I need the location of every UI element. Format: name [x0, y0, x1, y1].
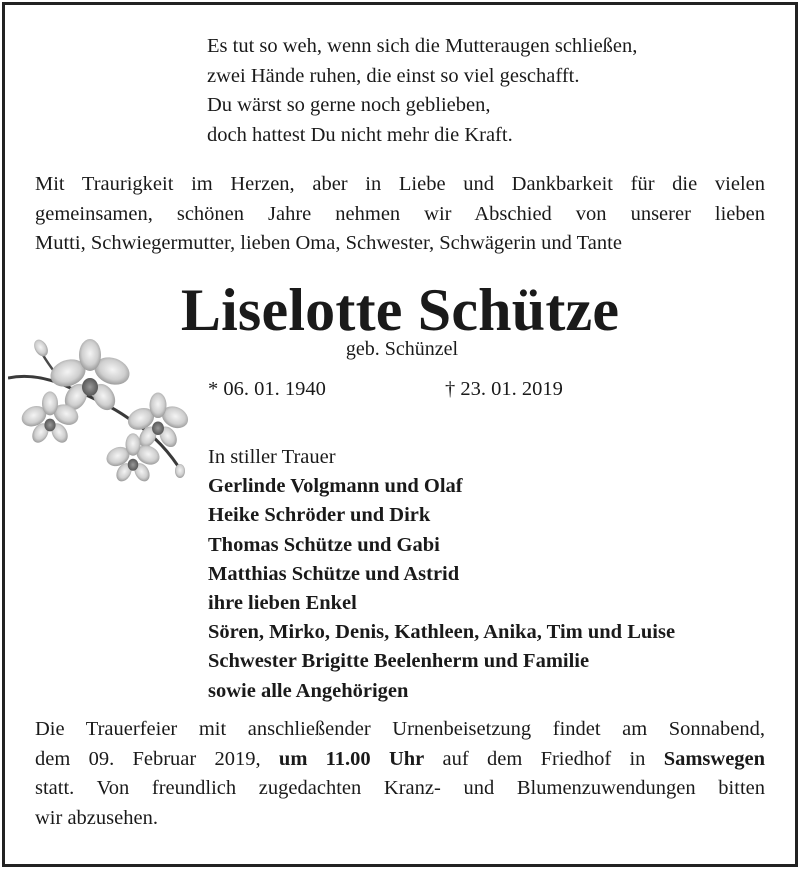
mourner-entry: Sören, Mirko, Denis, Kathleen, Anika, Tim und Luise: [208, 621, 676, 644]
poem-line: Es tut so weh, wenn sich die Mutteraugen schließen,: [207, 35, 638, 57]
intro-line: gemeinsamen, schönen Jahre nehmen wir Abschied von unserer lieben: [35, 202, 765, 225]
poem-line: doch hattest Du nicht mehr die Kraft.: [207, 123, 513, 146]
intro-line: Mit Traurigkeit im Herzen, aber in Liebe und Dankbarkeit für die vielen: [35, 173, 765, 195]
service-location-text: auf dem Friedhof in: [442, 747, 646, 770]
orchid-branch-icon: [8, 326, 198, 496]
service-date: dem 09. Februar 2019,: [35, 747, 261, 770]
mourner-entry: Gerlinde Volgmann und Olaf: [208, 475, 463, 498]
poem: [207, 32, 637, 150]
service-town: Samswegen: [663, 747, 766, 770]
mourner-entry: Schwester Brigitte Beelenherm und Familie: [208, 650, 590, 673]
service-line: Die Trauerfeier mit anschließender Urnenbeisetzung findet am Sonnabend,: [35, 718, 765, 740]
poem-line: Du wärst so gerne noch geblieben,: [207, 94, 491, 116]
death-date: † 23. 01. 2019: [445, 378, 563, 400]
birth-name: geb. Schünzel: [345, 338, 459, 360]
birth-date: * 06. 01. 1940: [208, 378, 326, 400]
mourners-heading: In stiller Trauer: [208, 446, 336, 468]
service-time: um 11.00 Uhr: [278, 747, 425, 770]
mourner-entry: Thomas Schütze und Gabi: [208, 533, 440, 556]
mourner-entry: Heike Schröder und Dirk: [208, 504, 431, 527]
service-line-2: [35, 745, 765, 775]
mourner-entry: ihre lieben Enkel: [208, 592, 357, 615]
service-notice: [35, 715, 765, 833]
service-line: wir abzusehen.: [35, 806, 158, 829]
service-line: statt. Von freundlich zugedachten Kranz- und Blumenzuwendungen bitten: [35, 777, 765, 799]
deceased-name: Liselotte Schütze: [180, 277, 620, 343]
mourners-list: [208, 443, 675, 706]
poem-line: zwei Hände ruhen, die einst so viel geschafft.: [207, 64, 580, 87]
intro-line: Mutti, Schwiegermutter, lieben Oma, Schwester, Schwägerin und Tante: [35, 232, 622, 254]
mourner-entry: Matthias Schütze und Astrid: [208, 562, 460, 585]
mourner-entry: sowie alle Angehörigen: [208, 679, 409, 702]
intro-text: [35, 170, 765, 259]
